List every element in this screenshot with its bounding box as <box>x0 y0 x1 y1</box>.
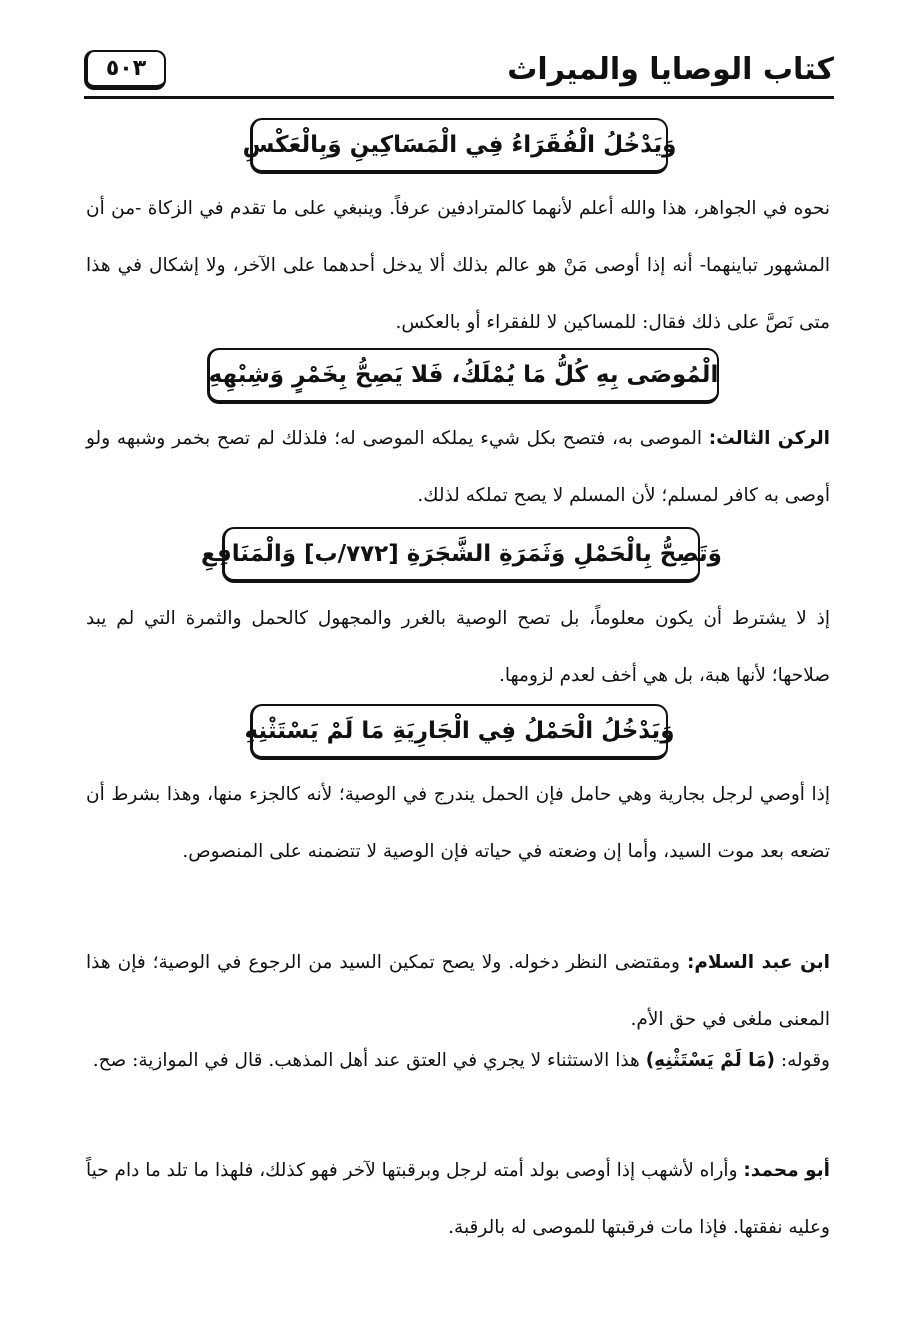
paragraph-2-body: الموصى به، فتصح بكل شيء يملكه الموصى له؛ فلذلك لم تصح بخمر وشبهه ولو أوصى به كافر لمسلم؛ لأن المسلم لا يصح تملكه لذلك. <box>86 428 830 506</box>
running-title: كتاب الوصايا والميراث <box>507 52 834 87</box>
paragraph-4: إذا أوصي لرجل بجارية وهي حامل فإن الحمل يندرج في الوصية؛ لأنه كالجزء منها، وهذا بشرط أن تضعه بعد موت السيد، وأما إن وضعته في حياته فإن الوصية لا تتضمنه على المنصوص. <box>86 784 830 862</box>
paragraph-6-quote: (مَا لَمْ يَسْتَثْنِهِ) <box>645 1050 775 1071</box>
paragraph-5 <box>86 934 830 1048</box>
paragraph-7-lead: أبو محمد: <box>743 1160 830 1181</box>
paragraph-2-lead: الركن الثالث: <box>708 428 831 449</box>
section-heading-2: الْمُوصَى بِهِ كُلُّ مَا يُمْلَكُ، فَلا يَصِحُّ بِخَمْرٍ وَشِبْهِهِ <box>207 348 719 404</box>
paragraph-5-lead: ابن عبد السلام: <box>686 952 831 973</box>
paragraph-1: نحوه في الجواهر، هذا والله أعلم لأنهما كالمترادفين عرفاً. وينبغي على ما تقدم في الزكاة -من أن المشهور تباينهما- أنه إذا أوصى مَنْ هو عالم بذلك ألا يدخل أحدهما على الآخر، ولا إشكال في هذا متى نَصَّ على ذلك فقال: للمساكين لا للفقراء أو بالعكس. <box>86 198 830 333</box>
header-rule <box>84 96 834 99</box>
section-heading-1: وَيَدْخُلُ الْفُقَرَاءُ فِي الْمَسَاكِينِ وَبِالْعَكْسِ <box>250 118 668 174</box>
section-heading-4: وَيَدْخُلُ الْحَمْلُ فِي الْجَارِيَةِ مَا لَمْ يَسْتَثْنِهِ <box>250 704 668 760</box>
paragraph-3: إذ لا يشترط أن يكون معلوماً، بل تصح الوصية بالغرر والمجهول كالحمل والثمرة التي لم يبد صلاحها؛ لأنها هبة، بل هي أخف لعدم لزومها. <box>86 608 830 686</box>
paragraph-6-body: هذا الاستثناء لا يجري في العتق عند أهل المذهب. قال في الموازية: صح. <box>92 1050 646 1071</box>
paragraph-6 <box>86 1032 830 1089</box>
paragraph-7 <box>86 1142 830 1256</box>
paragraph-7-body: وأراه لأشهب إذا أوصى بولد أمته لرجل وبرقبتها لآخر فهو كذلك، فلهذا ما تلد ما دام حياً وعليه نفقتها. فإذا مات فرقبتها للموصى له بالرقبة. <box>86 1160 830 1238</box>
paragraph-2 <box>86 410 830 524</box>
paragraph-5-body: ومقتضى النظر دخوله. ولا يصح تمكين السيد من الرجوع في الوصية؛ فإن هذا المعنى ملغى في حق الأم. <box>86 952 830 1030</box>
page-number: ٥٠٣ <box>84 50 166 90</box>
section-heading-3: وَتَصِحُّ بِالْحَمْلِ وَثَمَرَةِ الشَّجَرَةِ [٧٧٢/ب] وَالْمَنَافِعِ <box>222 527 700 583</box>
paragraph-6-pre: وقوله: <box>774 1050 830 1071</box>
page-header <box>84 50 834 100</box>
